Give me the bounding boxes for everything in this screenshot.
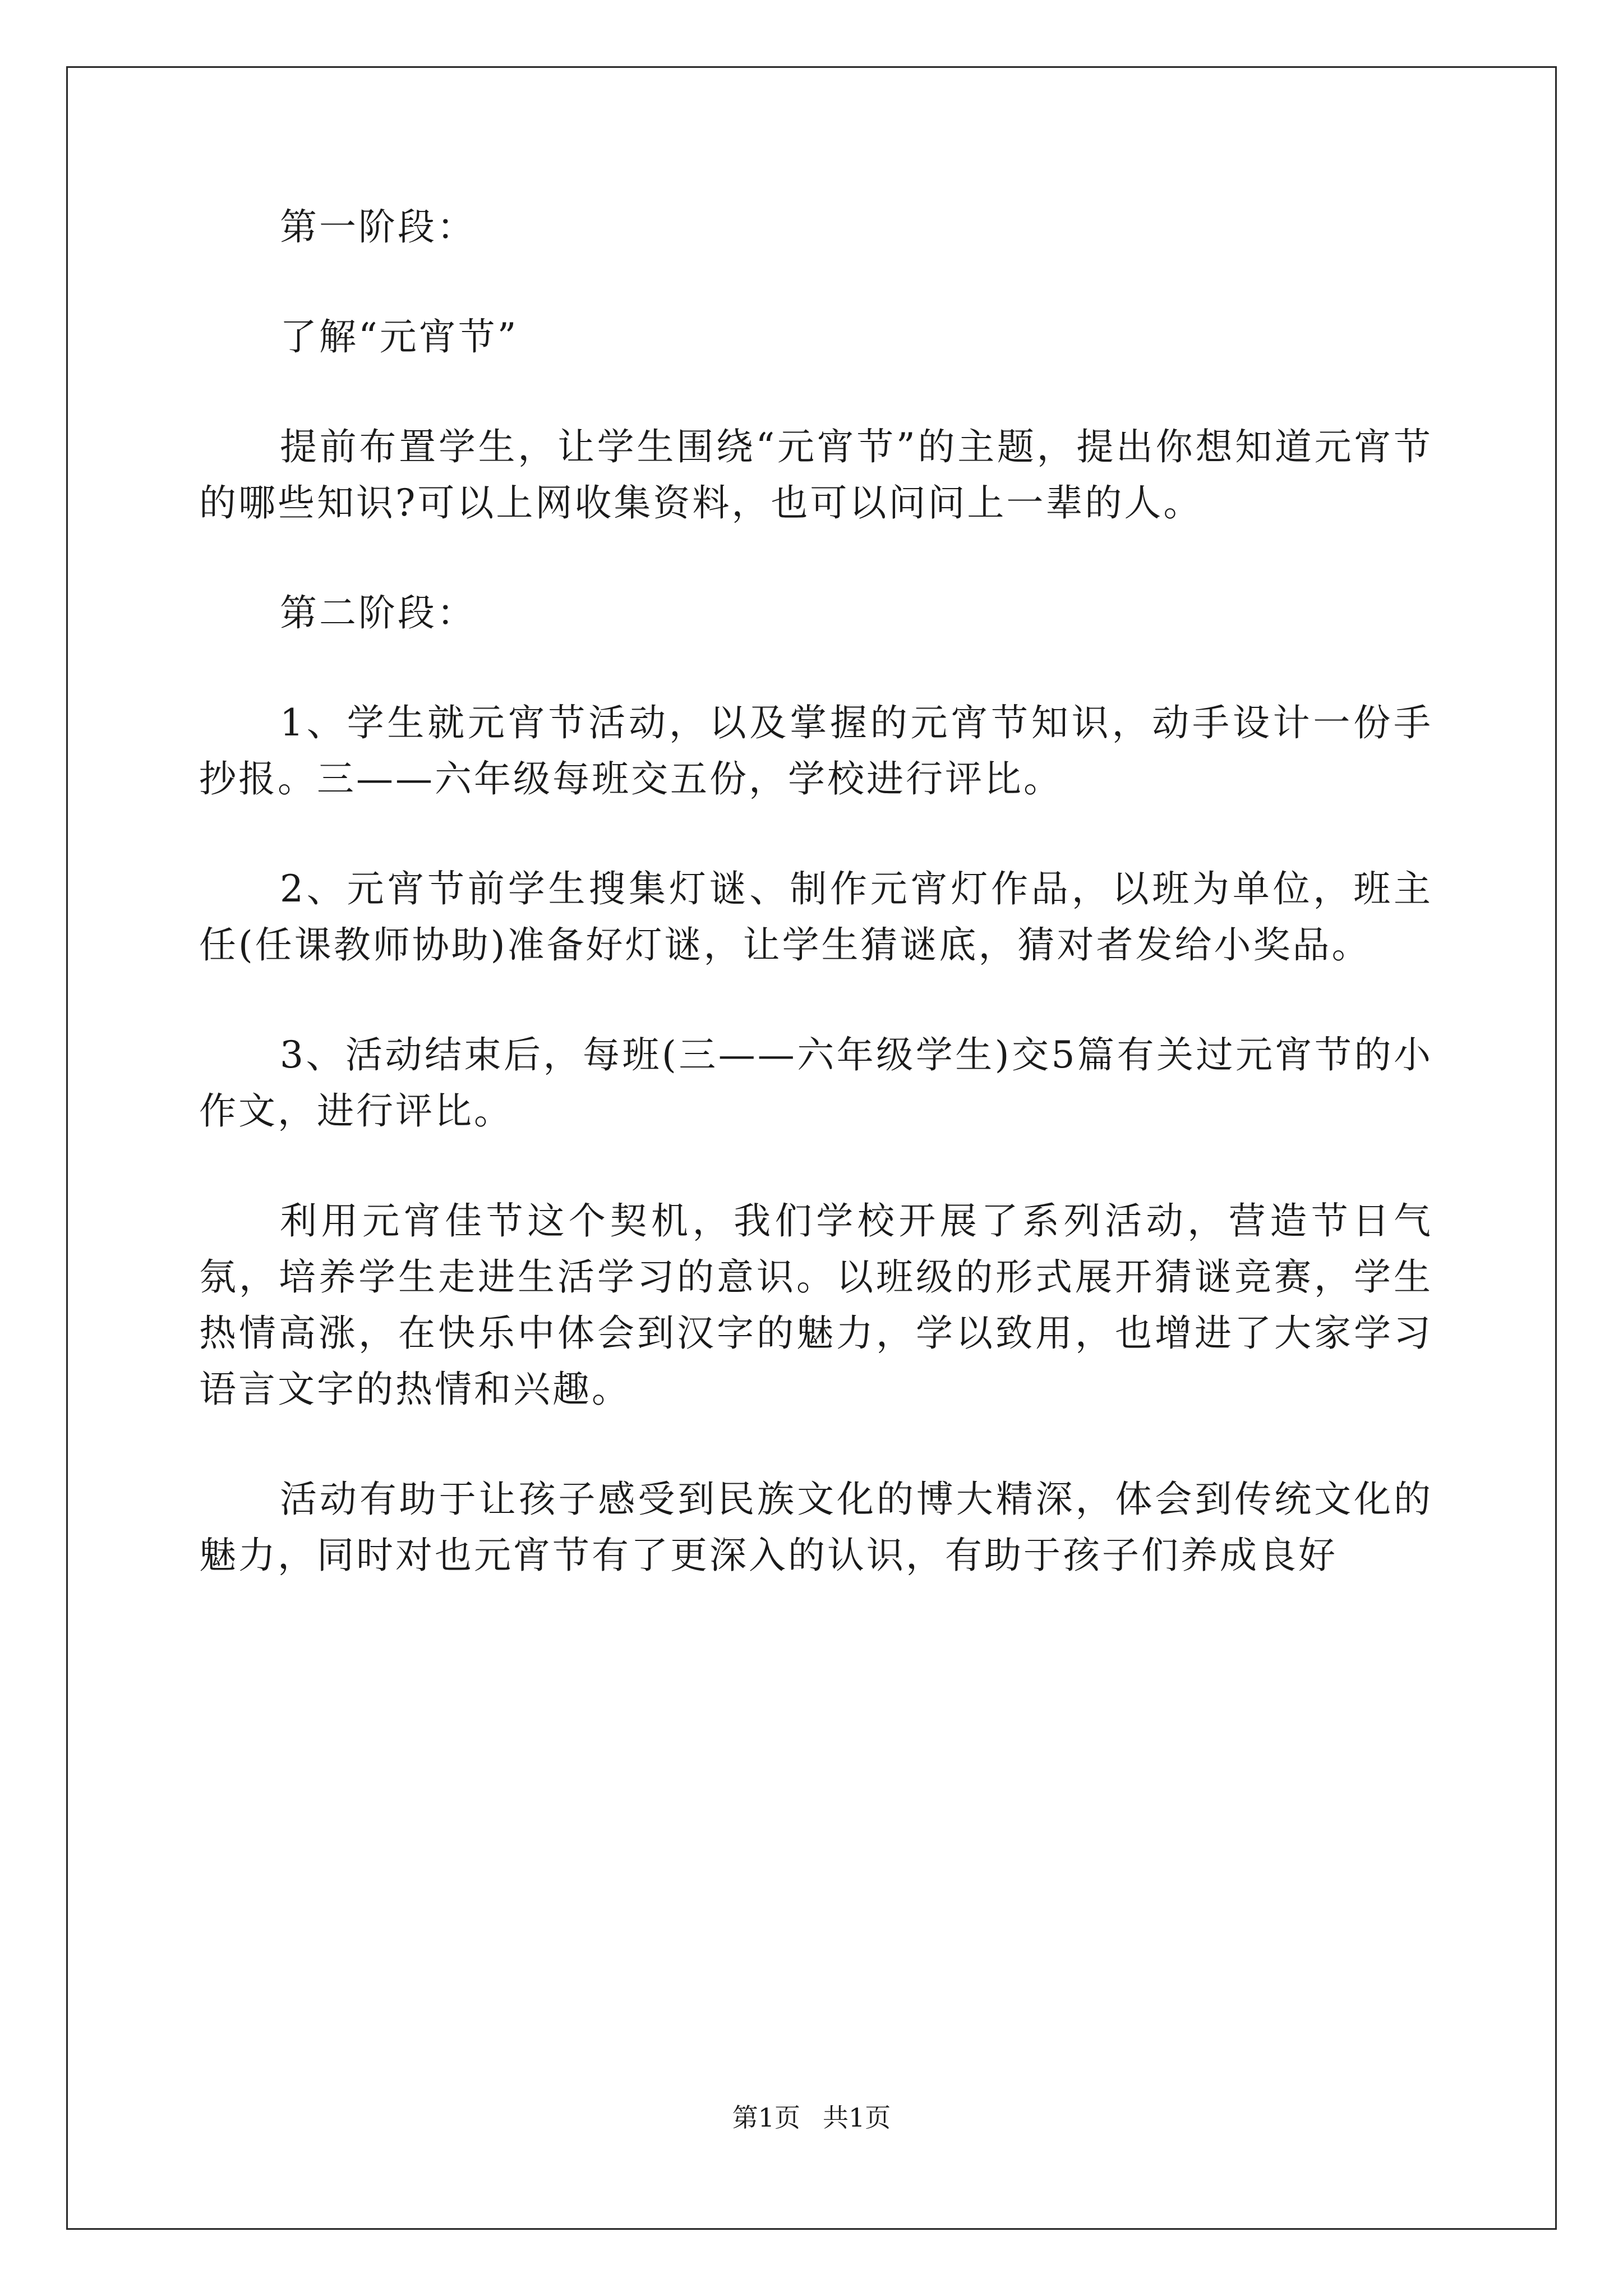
page-footer bbox=[0, 2101, 1623, 2134]
document-body bbox=[199, 199, 1433, 1637]
paragraph: 3、活动结束后，每班(三——六年级学生)交5篇有关过元宵节的小作文，进行评比。 bbox=[199, 1033, 1433, 1133]
paragraph: 提前布置学生，让学生围绕“元宵节”的主题，提出你想知道元宵节的哪些知识?可以上网收集资料，也可以问问上一辈的人。 bbox=[199, 425, 1433, 524]
page-number: 第1页 bbox=[732, 2102, 800, 2133]
paragraph: 1、学生就元宵节活动，以及掌握的元宵节知识，动手设计一份手抄报。三——六年级每班交五份，学校进行评比。 bbox=[199, 701, 1433, 800]
paragraph: 第二阶段： bbox=[280, 591, 476, 634]
page-total: 共1页 bbox=[823, 2102, 891, 2133]
paragraph: 2、元宵节前学生搜集灯谜、制作元宵灯作品，以班为单位，班主任(任课教师协助)准备好灯谜，让学生猜谜底，猜对者发给小奖品。 bbox=[199, 867, 1433, 967]
paragraph: 了解“元宵节” bbox=[280, 315, 519, 358]
paragraph: 利用元宵佳节这个契机，我们学校开展了系列活动，营造节日气氛，培养学生走进生活学习的意识。以班级的形式展开猜谜竞赛，学生热情高涨，在快乐中体会到汉字的魅力，学以致用，也增进了大家学习语言文字的热情和兴趣。 bbox=[199, 1199, 1433, 1411]
paragraph: 第一阶段： bbox=[280, 205, 476, 249]
paragraph: 活动有助于让孩子感受到民族文化的博大精深，体会到传统文化的魅力，同时对也元宵节有了更深入的认识，有助于孩子们养成良好 bbox=[199, 1478, 1433, 1577]
